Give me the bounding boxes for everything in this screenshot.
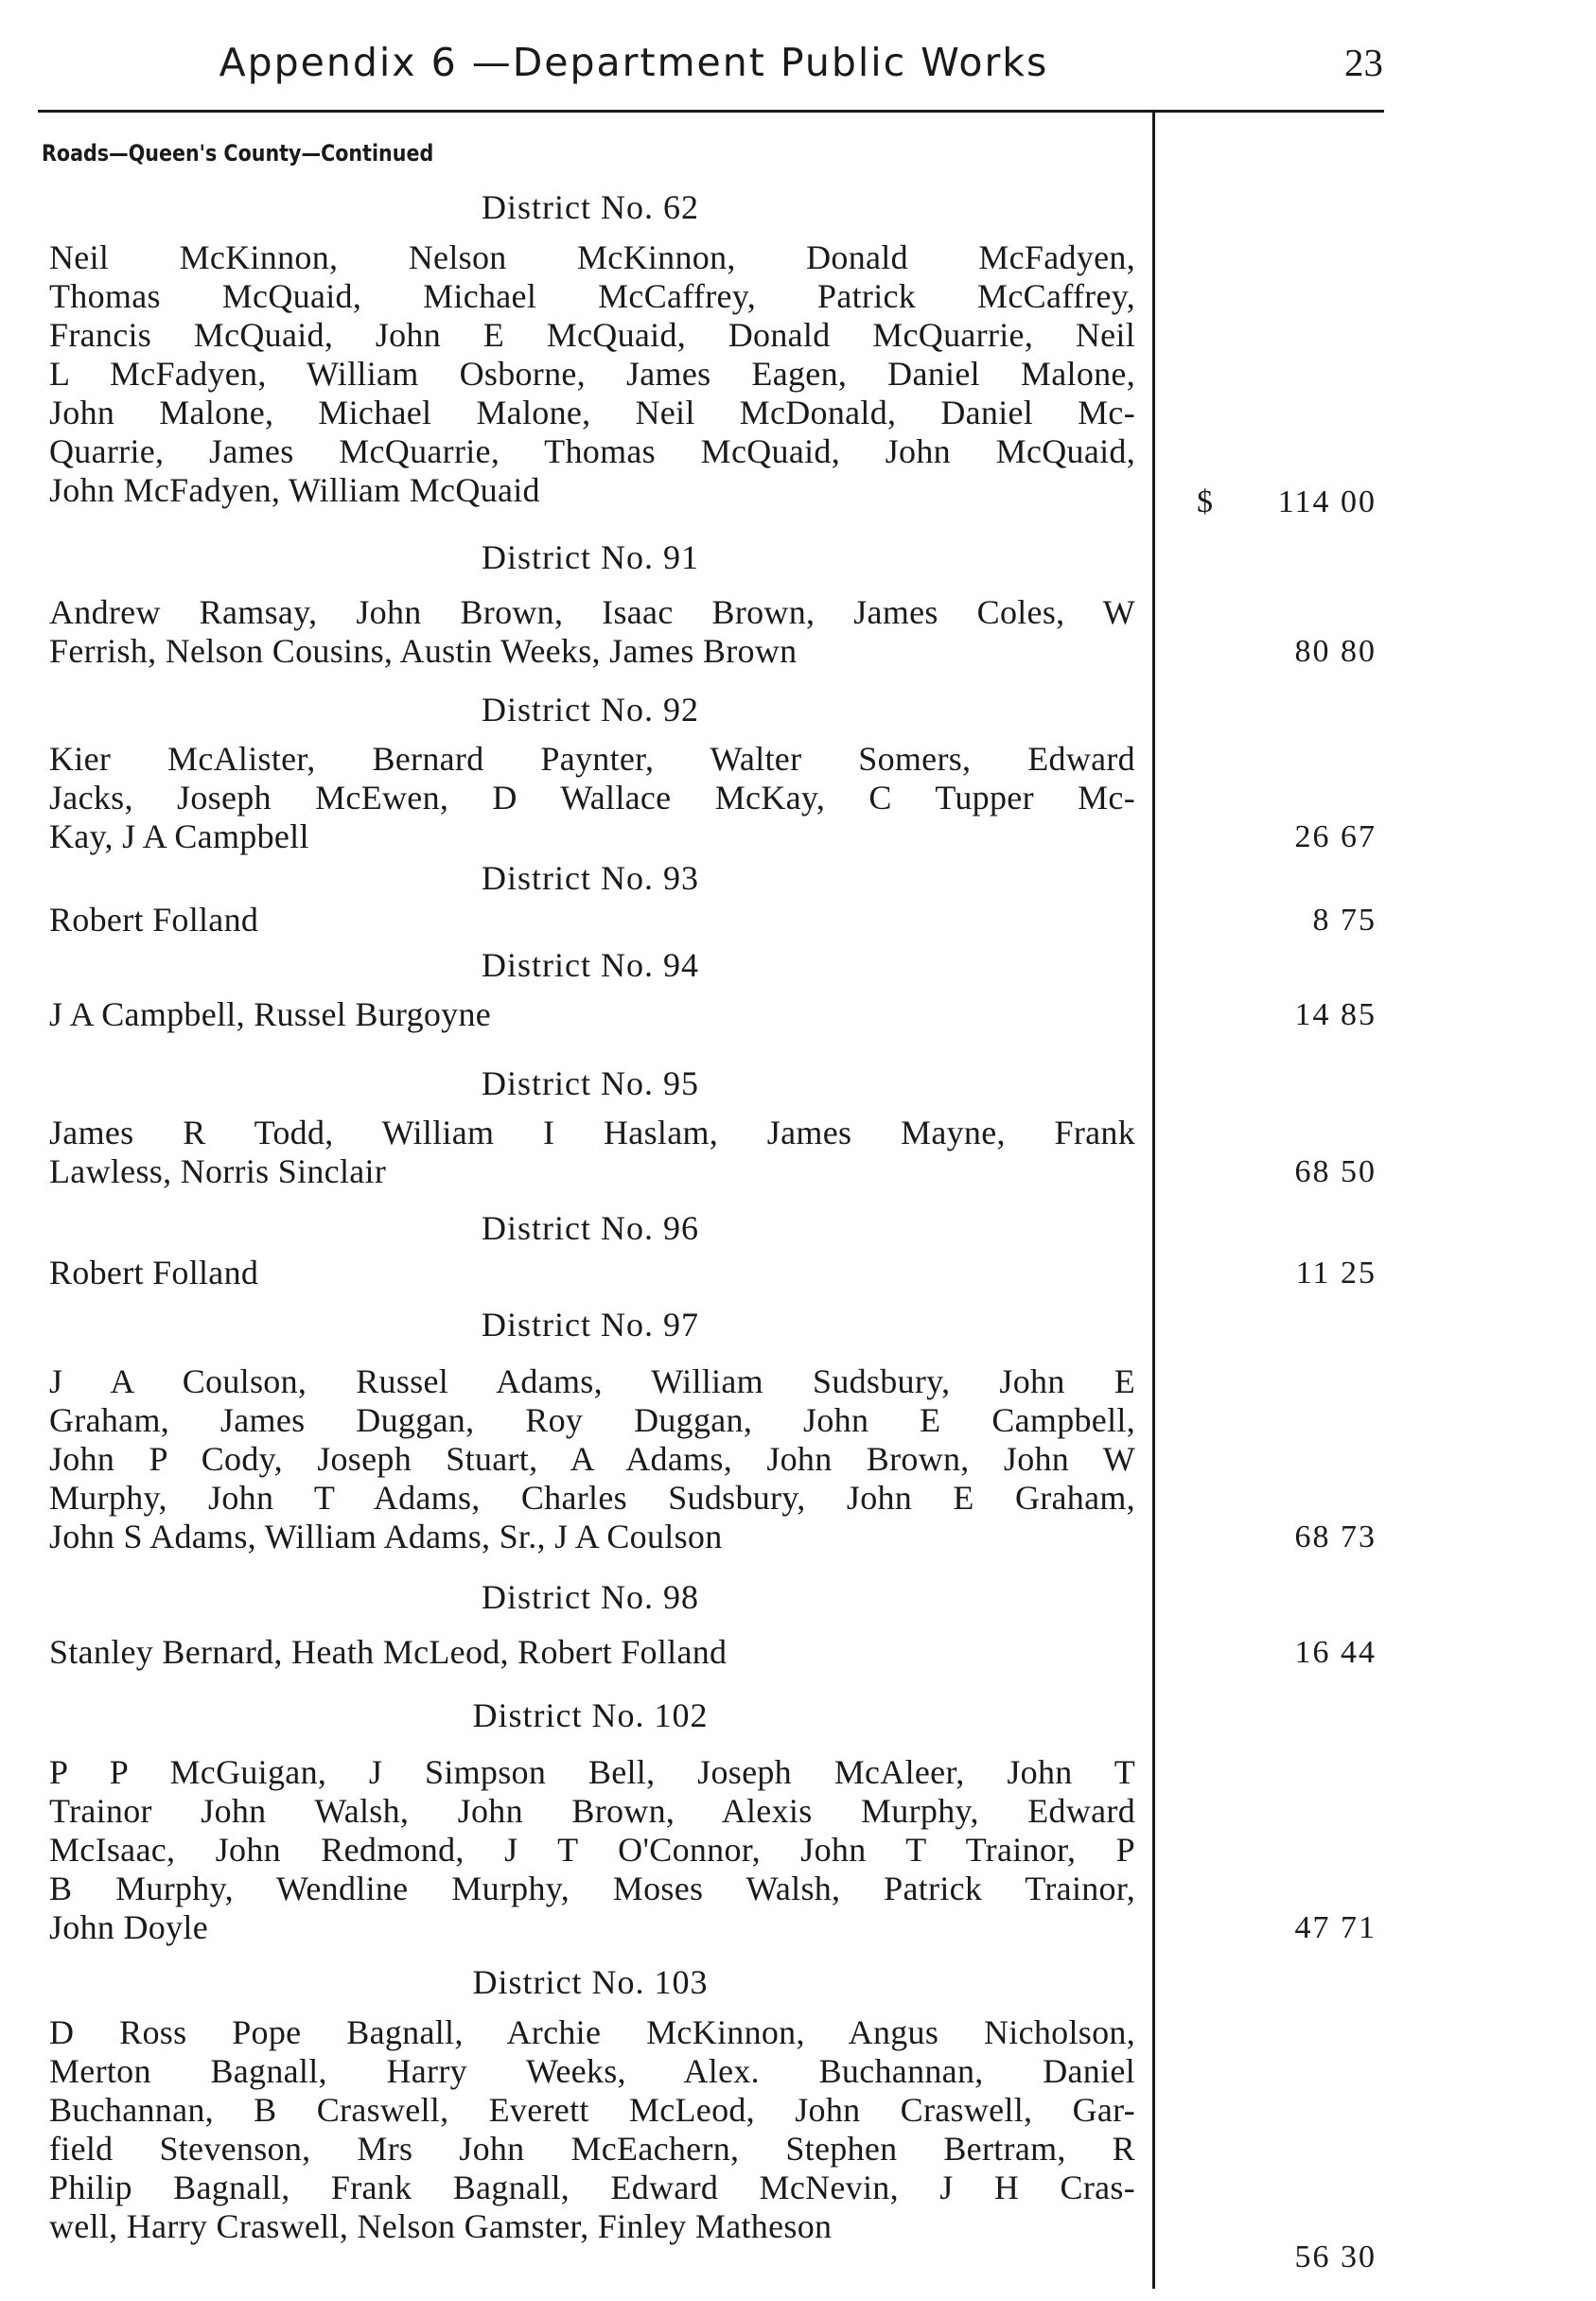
name-line: field Stevenson, Mrs John McEachern, Stephen Bertram, R: [49, 2130, 1135, 2168]
name-line: Robert Folland: [49, 901, 259, 939]
amount-column-rule: [1152, 110, 1155, 2289]
name-line: Murphy, John T Adams, Charles Sudsbury, John E Graham,: [49, 1479, 1135, 1517]
district-heading: District No. 97: [482, 1306, 699, 1344]
currency-symbol: $: [1197, 484, 1213, 519]
district-names: [49, 593, 1135, 671]
name-line: Philip Bagnall, Frank Bagnall, Edward McNevin, J H Cras-: [49, 2169, 1135, 2206]
district-names: [49, 740, 1135, 856]
name-line: Kay, J A Campbell: [49, 817, 309, 855]
name-line: Stanley Bernard, Heath McLeod, Robert Folland: [49, 1633, 728, 1671]
district-heading: District No. 91: [482, 538, 699, 576]
name-line: John McFadyen, William McQuaid: [49, 471, 540, 509]
district-heading: District No. 98: [482, 1578, 699, 1616]
name-line: John S Adams, William Adams, Sr., J A Coulson: [49, 1518, 723, 1555]
district-heading: District No. 103: [472, 1963, 709, 2001]
name-line: Andrew Ramsay, John Brown, Isaac Brown, James Coles, W: [49, 593, 1135, 631]
district-heading: District No. 95: [482, 1064, 699, 1102]
district-amount: 16 44: [1294, 1635, 1377, 1670]
name-line: J A Campbell, Russel Burgoyne: [49, 995, 492, 1033]
district-heading: District No. 96: [482, 1209, 699, 1247]
name-line: Robert Folland: [49, 1254, 259, 1291]
district-heading: District No. 62: [482, 188, 699, 226]
district-amount: 11 25: [1295, 1256, 1377, 1291]
district-names: [49, 995, 1135, 1034]
name-line: Lawless, Norris Sinclair: [49, 1152, 387, 1190]
page-number: 23: [1344, 41, 1383, 84]
name-line: John Doyle: [49, 1908, 208, 1946]
name-line: John Malone, Michael Malone, Neil McDonald, Daniel Mc-: [49, 394, 1135, 431]
name-line: Jacks, Joseph McEwen, D Wallace McKay, C Tupper Mc-: [49, 779, 1135, 817]
district-names: [49, 2013, 1135, 2246]
district-amount: 47 71: [1294, 1910, 1377, 1945]
name-line: J A Coulson, Russel Adams, William Sudsbury, John E: [49, 1362, 1135, 1400]
district-names: [49, 1753, 1135, 1947]
name-line: McIsaac, John Redmond, J T O'Connor, John T Trainor, P: [49, 1831, 1135, 1869]
header-rule: [38, 110, 1384, 113]
district-heading: District No. 93: [482, 859, 699, 897]
district-names: [49, 1633, 1135, 1672]
page-header-title: Appendix 6 —Department Public Works: [219, 40, 1049, 85]
district-amount: 80 80: [1294, 634, 1377, 669]
name-line: Buchannan, B Craswell, Everett McLeod, John Craswell, Gar-: [49, 2091, 1135, 2129]
district-names: [49, 1114, 1135, 1191]
district-amount: 68 73: [1294, 1519, 1377, 1554]
district-heading: District No. 102: [472, 1696, 709, 1734]
name-line: John P Cody, Joseph Stuart, A Adams, John Brown, John W: [49, 1440, 1135, 1478]
district-names: [49, 901, 1135, 940]
name-line: D Ross Pope Bagnall, Archie McKinnon, Angus Nicholson,: [49, 2013, 1135, 2051]
name-line: Thomas McQuaid, Michael McCaffrey, Patrick McCaffrey,: [49, 277, 1135, 315]
name-line: well, Harry Craswell, Nelson Gamster, Finley Matheson: [49, 2207, 833, 2245]
name-line: Quarrie, James McQuarrie, Thomas McQuaid, John McQuaid,: [49, 432, 1135, 470]
district-amount: 26 67: [1294, 819, 1377, 854]
name-line: L McFadyen, William Osborne, James Eagen, Daniel Malone,: [49, 355, 1135, 393]
district-amount: 68 50: [1294, 1154, 1377, 1189]
district-amount: 14 85: [1294, 997, 1377, 1032]
name-line: Trainor John Walsh, John Brown, Alexis Murphy, Edward: [49, 1792, 1135, 1830]
district-names: [49, 1254, 1135, 1292]
section-title: Roads—Queen's County—Continued: [42, 140, 434, 167]
name-line: Merton Bagnall, Harry Weeks, Alex. Buchannan, Daniel: [49, 2052, 1135, 2090]
name-line: P P McGuigan, J Simpson Bell, Joseph McAleer, John T: [49, 1753, 1135, 1791]
name-line: Francis McQuaid, John E McQuaid, Donald McQuarrie, Neil: [49, 316, 1135, 354]
district-amount: 114 00: [1277, 484, 1377, 519]
district-heading: District No. 94: [482, 946, 699, 984]
name-line: Ferrish, Nelson Cousins, Austin Weeks, James Brown: [49, 632, 798, 670]
district-names: [49, 238, 1135, 510]
name-line: Kier McAlister, Bernard Paynter, Walter Somers, Edward: [49, 740, 1135, 778]
district-amount: 8 75: [1312, 903, 1377, 938]
name-line: Graham, James Duggan, Roy Duggan, John E Campbell,: [49, 1401, 1135, 1439]
district-heading: District No. 92: [482, 691, 699, 729]
name-line: James R Todd, William I Haslam, James Mayne, Frank: [49, 1114, 1135, 1151]
district-amount: 56 30: [1294, 2240, 1377, 2275]
district-names: [49, 1362, 1135, 1556]
name-line: B Murphy, Wendline Murphy, Moses Walsh, Patrick Trainor,: [49, 1870, 1135, 1907]
name-line: Neil McKinnon, Nelson McKinnon, Donald McFadyen,: [49, 238, 1135, 276]
